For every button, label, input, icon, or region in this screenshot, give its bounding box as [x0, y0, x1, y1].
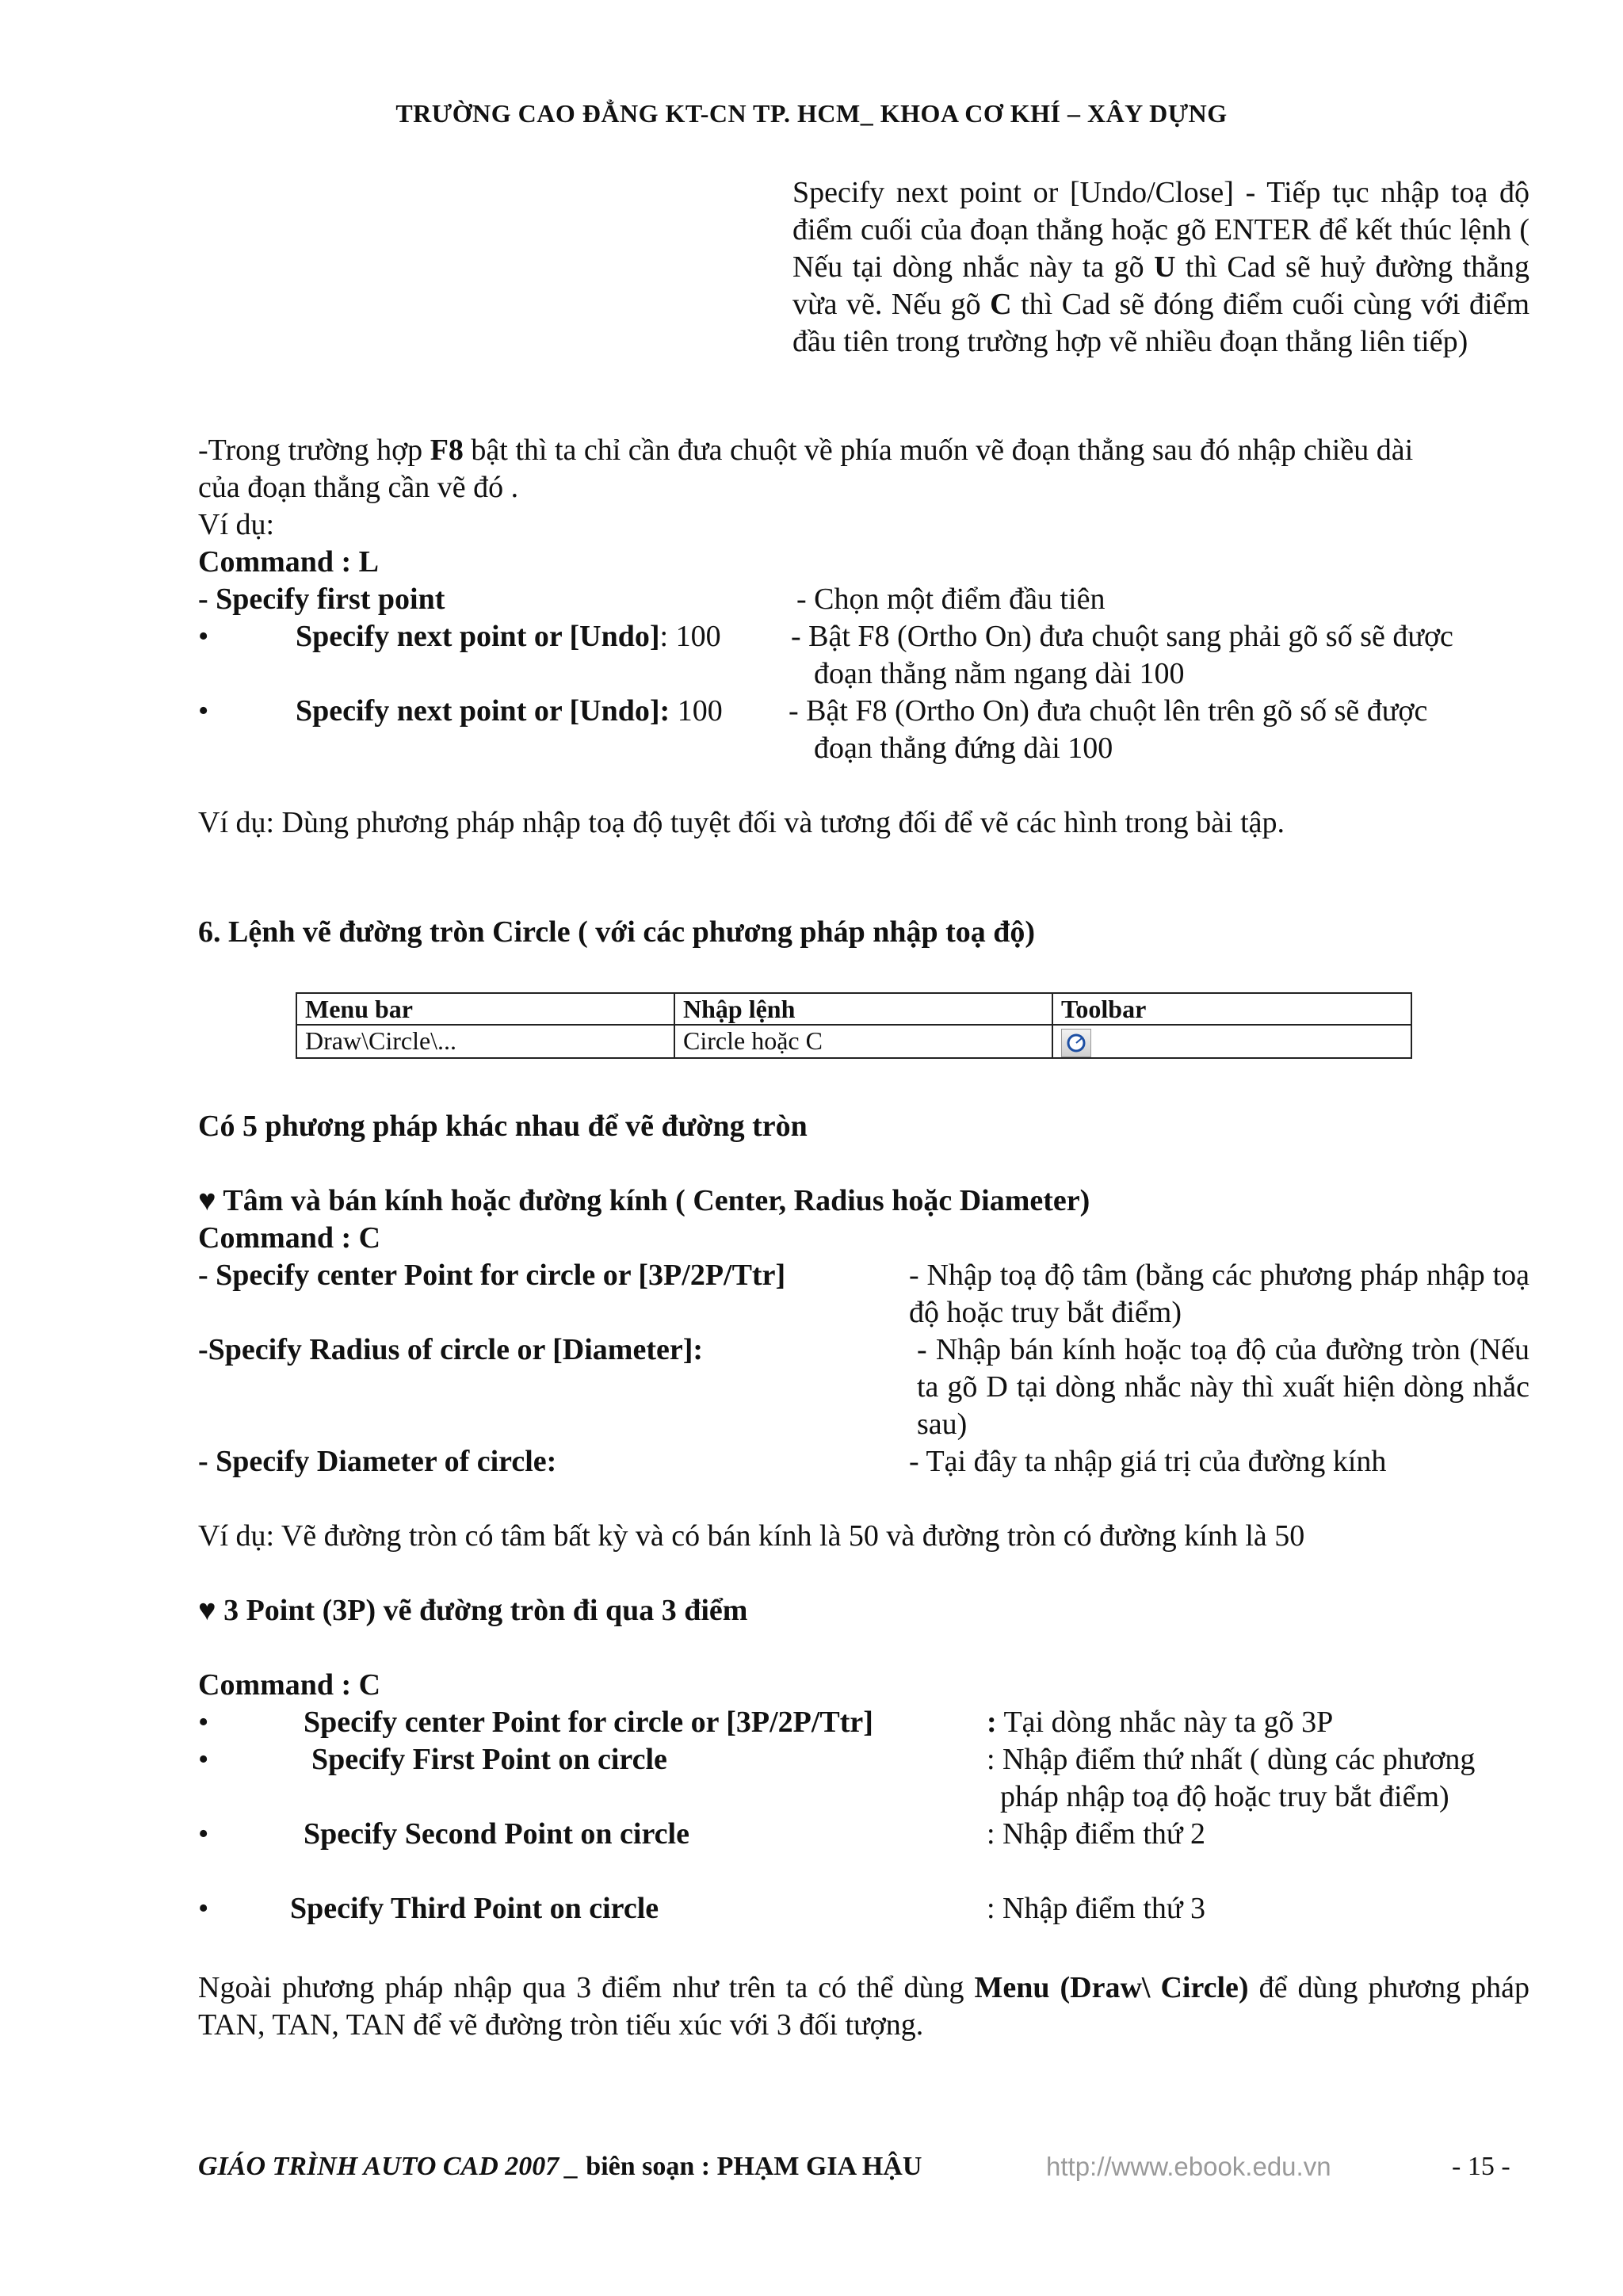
3p-row-1-desc: : Tại dòng nhắc này ta gõ 3P	[987, 1706, 1334, 1739]
radius-label: -Specify Radius of circle or [Diameter]:	[198, 1333, 704, 1366]
first-point-label: - Specify first point	[198, 583, 445, 616]
methods-intro: Có 5 phương pháp khác nhau để vẽ đường tròn	[198, 1110, 808, 1143]
next-point-1-desc: - Bật F8 (Ortho On) đưa chuột sang phải gõ số sẽ được	[791, 620, 1453, 653]
bullet: •	[198, 1706, 209, 1739]
first-point-desc: - Chọn một điểm đầu tiên	[796, 583, 1106, 616]
next-point-1-desc2: đoạn thẳng nằm ngang dài 100	[814, 657, 1185, 690]
cell-toolbar	[1052, 1025, 1411, 1058]
center-radius-title: ♥ Tâm và bán kính hoặc đường kính ( Center, Radius hoặc Diameter)	[198, 1184, 1090, 1217]
center-point-label: - Specify center Point for circle or [3P/2P/Ttr]	[198, 1259, 786, 1292]
u-key: U	[1154, 250, 1176, 284]
undo-close-paragraph: Specify next point or [Undo/Close] - Tiếp tục nhập toạ độ điểm cuối của đoạn thẳng hoặc gõ ENTER để kết thúc lệnh ( Nếu tại dòng nhắc này ta gõ U thì Cad sẽ huỷ đường thẳng vừa vẽ. Nếu gõ C thì Cad sẽ đóng điểm cuối cùng với điểm đầu tiên trong trường hợp vẽ nhiều đoạn thẳng liên tiếp)	[792, 176, 1530, 358]
3p-row-4-desc: : Nhập điểm thứ 3	[987, 1892, 1206, 1925]
circle-command-table	[296, 992, 1412, 1059]
footer-url[interactable]: http://www.ebook.edu.vn	[1046, 2152, 1331, 2181]
three-point-closing: Ngoài phương pháp nhập qua 3 điểm như trên ta có thể dùng Menu (Draw\ Circle) để dùng phương pháp TAN, TAN, TAN để vẽ đường tròn tiếu xúc với 3 đối tượng.	[198, 1971, 1529, 2042]
3p-row-1-label: Specify center Point for circle or [3P/2P/Ttr]	[304, 1706, 873, 1739]
header-toolbar: Toolbar	[1052, 993, 1411, 1025]
header-menu-bar: Menu bar	[296, 993, 674, 1025]
next-point-2: Specify next point or [Undo]: 100	[296, 694, 723, 728]
bullet: •	[198, 1892, 209, 1925]
diameter-desc: - Tại đây ta nhập giá trị của đường kính	[909, 1445, 1387, 1478]
bullet: •	[198, 1817, 209, 1851]
section-6-title: 6. Lệnh vẽ đường tròn Circle ( với các phương pháp nhập toạ độ)	[198, 915, 1036, 949]
page-header: TRƯỜNG CAO ĐẲNG KT-CN TP. HCM_ KHOA CƠ KHÍ – XÂY DỰNG	[395, 99, 1228, 128]
page-number: - 15 -	[1452, 2152, 1510, 2181]
command-c-3p: Command : C	[198, 1668, 381, 1702]
bullet: •	[198, 620, 209, 653]
circle-tool-icon	[1061, 1029, 1091, 1057]
bullet: •	[198, 1743, 209, 1776]
header-command: Nhập lệnh	[674, 993, 1052, 1025]
table-header-row	[296, 993, 1411, 1025]
bullet: •	[198, 694, 209, 728]
footer-book-title: GIÁO TRÌNH AUTO CAD 2007 _ biên soạn : PHẠM GIA HẬU	[198, 2152, 922, 2181]
table-row	[296, 1025, 1411, 1058]
example-label: Ví dụ:	[198, 508, 275, 541]
next-point-2-desc: - Bật F8 (Ortho On) đưa chuột lên trên gõ số sẽ được	[789, 694, 1428, 728]
diameter-label: - Specify Diameter of circle:	[198, 1445, 557, 1478]
3p-row-2-label: Specify First Point on circle	[311, 1743, 667, 1776]
3p-row-4-label: Specify Third Point on circle	[290, 1892, 659, 1925]
cell-menu-path: Draw\Circle\...	[296, 1025, 674, 1058]
command-c: Command : C	[198, 1221, 381, 1255]
center-point-desc: - Nhập toạ độ tâm (bằng các phương pháp nhập toạ độ hoặc truy bắt điểm)	[909, 1259, 1529, 1329]
3p-row-2-desc: : Nhập điểm thứ nhất ( dùng các phương	[987, 1743, 1476, 1776]
next-point-1: Specify next point or [Undo]: 100	[296, 620, 721, 653]
cell-command: Circle hoặc C	[674, 1025, 1052, 1058]
example-2: Ví dụ: Dùng phương pháp nhập toạ độ tuyệt đối và tương đối để vẽ các hình trong bài tập.	[198, 806, 1285, 839]
next-point-2-desc2: đoạn thẳng đứng dài 100	[814, 732, 1113, 765]
c-key: C	[990, 288, 1012, 321]
f8-line2: của đoạn thẳng cần vẽ đó .	[198, 471, 519, 504]
center-radius-example: Ví dụ: Vẽ đường tròn có tâm bất kỳ và có bán kính là 50 và đường tròn có đường kính là 50	[198, 1519, 1305, 1553]
three-point-title: ♥ 3 Point (3P) vẽ đường tròn đi qua 3 điểm	[198, 1594, 748, 1627]
command-l: Command : L	[198, 545, 380, 579]
3p-row-3-label: Specify Second Point on circle	[304, 1817, 689, 1851]
3p-row-2-desc2: pháp nhập toạ độ hoặc truy bắt điểm)	[1000, 1780, 1449, 1813]
radius-desc: - Nhập bán kính hoặc toạ độ của đường tròn (Nếu ta gõ D tại dòng nhắc này thì xuất hiện dòng nhắc sau)	[917, 1333, 1529, 1441]
f8-line1: -Trong trường hợp F8 bật thì ta chỉ cần đưa chuột về phía muốn vẽ đoạn thẳng sau đó nhập chiều dài	[198, 434, 1414, 467]
3p-row-3-desc: : Nhập điểm thứ 2	[987, 1817, 1206, 1851]
